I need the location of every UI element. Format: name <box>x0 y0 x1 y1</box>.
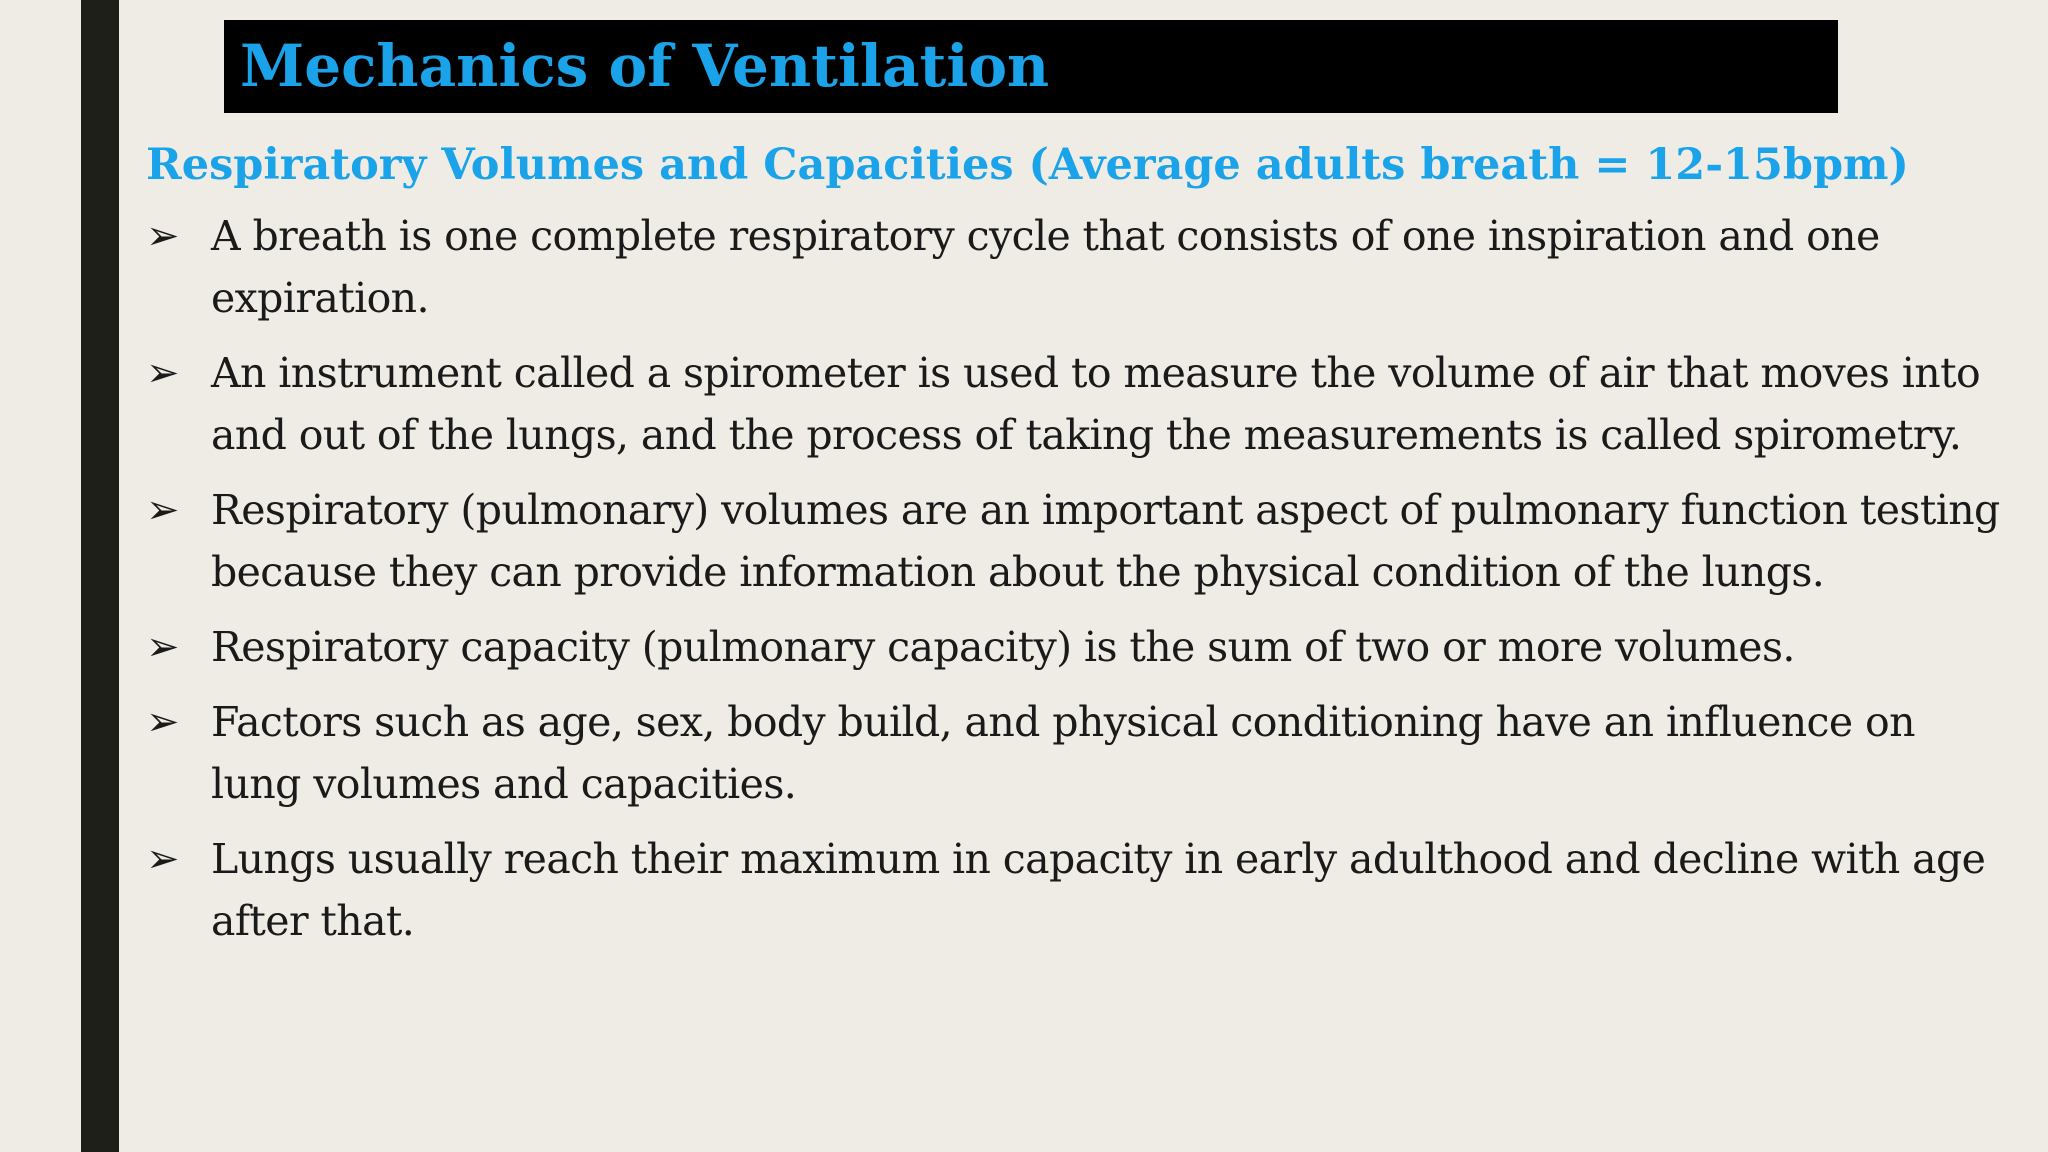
arrow-bullet-icon: ➢ <box>146 836 180 882</box>
bullet-text: An instrument called a spirometer is used to measure the volume of air that moves into and out of the lungs, and the process of taking the measurements is called spirometry. <box>211 349 1981 459</box>
slide-subtitle: Respiratory Volumes and Capacities (Average adults breath = 12-15bpm) <box>146 140 1909 190</box>
list-item <box>146 479 2006 603</box>
list-item <box>146 691 2006 815</box>
arrow-bullet-icon: ➢ <box>146 699 180 745</box>
list-item <box>146 616 2006 678</box>
bullet-text: Factors such as age, sex, body build, and physical conditioning have an influence on lung volumes and capacities. <box>211 698 1915 808</box>
arrow-bullet-icon: ➢ <box>146 624 180 670</box>
list-item <box>146 828 2006 952</box>
left-accent-bar <box>81 0 119 1152</box>
bullet-text: A breath is one complete respiratory cycle that consists of one inspiration and one expiration. <box>211 212 1880 322</box>
bullet-list <box>146 205 2006 965</box>
arrow-bullet-icon: ➢ <box>146 487 180 533</box>
slide-title: Mechanics of Ventilation <box>240 32 1050 100</box>
arrow-bullet-icon: ➢ <box>146 350 180 396</box>
list-item <box>146 342 2006 466</box>
title-banner <box>224 20 1838 113</box>
bullet-text: Lungs usually reach their maximum in capacity in early adulthood and decline with age after that. <box>211 835 1986 945</box>
arrow-bullet-icon: ➢ <box>146 213 180 259</box>
bullet-text: Respiratory capacity (pulmonary capacity) is the sum of two or more volumes. <box>211 623 1795 671</box>
bullet-text: Respiratory (pulmonary) volumes are an important aspect of pulmonary function testing because they can provide information about the physical condition of the lungs. <box>211 486 2000 596</box>
list-item <box>146 205 2006 329</box>
